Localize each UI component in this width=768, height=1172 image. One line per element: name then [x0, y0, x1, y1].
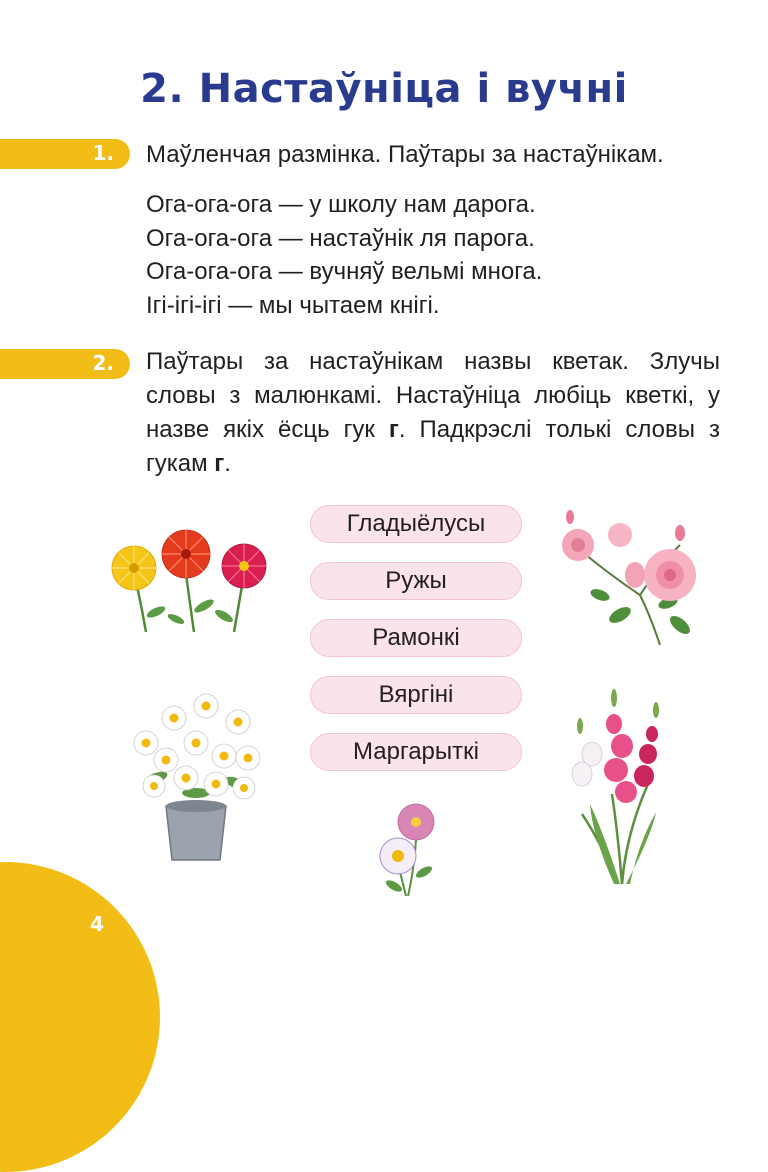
- task-2-text-part: .: [224, 450, 231, 477]
- corner-decoration: [0, 862, 160, 1172]
- word-pill-roses[interactable]: Ружы: [310, 562, 522, 600]
- poem-line: Ога-ога-ога — настаўнік ля парога.: [146, 224, 535, 252]
- task-2-letter-g: г: [214, 450, 225, 477]
- word-pill-daisies[interactable]: Маргарыткі: [310, 733, 522, 771]
- gladiolus-illustration[interactable]: [552, 684, 672, 888]
- word-pill-chamomile[interactable]: Рамонкі: [310, 619, 522, 657]
- dahlias-illustration[interactable]: [104, 524, 276, 634]
- daisies-illustration[interactable]: [372, 800, 448, 900]
- task-2-text-part: . Падкрэслі толькі словы з гукам: [146, 416, 720, 477]
- roses-illustration[interactable]: [540, 505, 700, 655]
- task-2-letter-g: г: [388, 416, 399, 443]
- poem-line: Ігі-ігі-ігі — мы чытаем кнігі.: [146, 291, 440, 319]
- word-pill-gladiolus[interactable]: Гладыёлусы: [310, 505, 522, 543]
- task-1-text: Маўленчая размінка. Паўтары за настаўнікам.: [146, 141, 664, 168]
- task-2-text: [146, 345, 720, 481]
- task-2-tab: [0, 349, 130, 379]
- chamomile-pot-illustration[interactable]: [126, 688, 268, 868]
- poem-line: Ога-ога-ога — вучняў вельмі многа.: [146, 258, 543, 285]
- task-2-text-part: Паўтары за настаўнікам назвы кветак. Злучы словы з малюнкамі. Настаўніца любіць кветкі, у назве якіх ёсць гук: [146, 348, 720, 443]
- poem: [146, 188, 542, 322]
- task-1-number: 1.: [92, 141, 114, 165]
- word-pill-dahlias[interactable]: Вяргіні: [310, 676, 522, 714]
- page-number: 4: [90, 912, 104, 936]
- task-2-number: 2.: [92, 351, 114, 375]
- task-1-tab: [0, 139, 130, 169]
- poem-line: Ога-ога-ога — у школу нам дарога.: [146, 191, 536, 218]
- page-title: 2. Настаўніца і вучні: [140, 66, 628, 112]
